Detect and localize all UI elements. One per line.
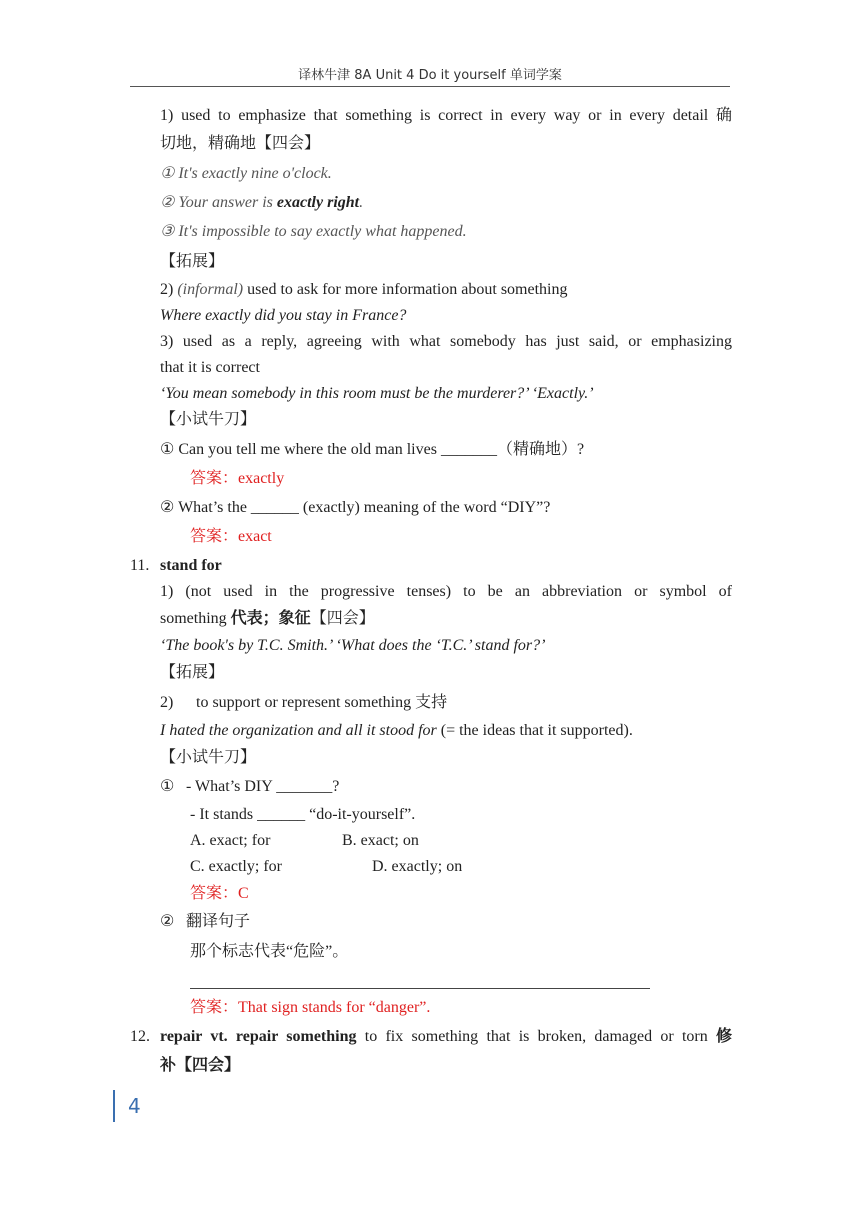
exactly-practice-a1: 答案：exactly xyxy=(190,470,285,487)
repair-def-line2 xyxy=(160,1056,240,1076)
stand-for-def2-example xyxy=(160,721,633,741)
stand-for-def2-text: to support or represent something 支持 xyxy=(196,694,448,711)
stand-for-def1-line2 xyxy=(160,609,375,629)
stand-for-q1-line2: - It stands ______ “do-it-yourself”. xyxy=(190,806,416,823)
level-tag: 【四会】 xyxy=(310,610,375,627)
stand-for-q2-number: ② xyxy=(160,913,175,930)
example-text: It's impossible to say exactly what happened. xyxy=(178,223,467,240)
exactly-def1-line2: 切地，精确地【四会】 xyxy=(160,135,321,152)
entry-number-12: 12. xyxy=(130,1028,150,1045)
exactly-practice-q2 xyxy=(160,498,550,518)
exactly-def3-line2: that it is correct xyxy=(160,359,260,376)
option-c: C. exactly; for xyxy=(190,858,282,875)
question-text: Can you tell me where the old man lives _______（精确地）? xyxy=(178,441,585,458)
page-number-bar xyxy=(113,1090,115,1122)
exactly-example-1 xyxy=(160,164,332,184)
example-bold-phrase: exactly right xyxy=(276,194,360,211)
example-number: ① xyxy=(160,165,175,182)
answer-blank-line xyxy=(190,988,650,989)
def-chinese: 代表；象征 xyxy=(230,610,311,627)
question-number: ② xyxy=(160,499,175,516)
exactly-def3-line1: 3) used as a reply, agreeing with what somebody has just said, or emphasizing xyxy=(160,333,732,350)
question-number: ① xyxy=(160,441,175,458)
page-number: 4 xyxy=(128,1094,141,1118)
option-b: B. exact; on xyxy=(342,832,419,849)
example-number: ② xyxy=(160,194,175,211)
example-text-end: . xyxy=(359,194,364,211)
stand-for-extension-label: 【拓展】 xyxy=(160,664,225,681)
exactly-practice-q1 xyxy=(160,440,584,460)
repair-def-line1 xyxy=(160,1027,732,1047)
def-text: to fix something that is broken, damaged or torn xyxy=(356,1028,716,1045)
exactly-extension-label: 【拓展】 xyxy=(160,253,225,270)
repair-headword: repair vt. repair something xyxy=(160,1028,357,1045)
exactly-practice-label: 【小试牛刀】 xyxy=(160,411,257,428)
stand-for-q2-answer: 答案：That sign stands for “danger”. xyxy=(190,999,431,1016)
page-header-title: 译林牛津 8A Unit 4 Do it yourself 单词学案 xyxy=(298,68,562,83)
exactly-def3-example: ‘You mean somebody in this room must be the murderer?’ ‘Exactly.’ xyxy=(160,385,594,402)
example-text: Your answer is xyxy=(178,194,277,211)
stand-for-q1-answer: 答案：C xyxy=(190,885,249,902)
stand-for-def1-example: ‘The book's by T.C. Smith.’ ‘What does the ‘T.C.’ stand for?’ xyxy=(160,637,546,654)
example-text: It's exactly nine o'clock. xyxy=(178,165,332,182)
question-text: What’s the ______ (exactly) meaning of the word “DIY”? xyxy=(178,499,551,516)
register-tag: (informal) xyxy=(177,281,244,298)
exactly-practice-a2: 答案：exact xyxy=(190,528,272,545)
exactly-example-3 xyxy=(160,222,467,242)
stand-for-q2-sentence: 那个标志代表“危险”。 xyxy=(190,943,349,960)
stand-for-q1-number: ① xyxy=(160,778,175,795)
def-chinese: 补 xyxy=(160,1057,177,1074)
exactly-def1-line1: 1) used to emphasize that something is correct in every way or in every detail 确 xyxy=(160,107,732,124)
stand-for-def1-line1: 1) (not used in the progressive tenses) to be an abbreviation or symbol of xyxy=(160,583,732,600)
example-text: I hated the organization and all it stood for xyxy=(160,722,437,739)
option-d: D. exactly; on xyxy=(372,858,463,875)
def-text: used to ask for more information about something xyxy=(243,281,568,298)
def-number: 2) xyxy=(160,281,178,298)
header-divider xyxy=(130,86,730,87)
stand-for-q1-line1: - What’s DIY _______? xyxy=(186,778,340,795)
exactly-example-2 xyxy=(160,193,363,213)
example-note: (= the ideas that it supported). xyxy=(436,722,633,739)
entry-number-11: 11. xyxy=(130,557,150,574)
stand-for-q2-title: 翻译句子 xyxy=(186,913,251,930)
def-chinese: 修 xyxy=(715,1028,732,1045)
stand-for-practice-label: 【小试牛刀】 xyxy=(160,749,257,766)
example-number: ③ xyxy=(160,223,175,240)
exactly-def2-example: Where exactly did you stay in France? xyxy=(160,307,407,324)
exactly-def2 xyxy=(160,280,568,300)
def-text: something xyxy=(160,610,231,627)
level-tag: 【四会】 xyxy=(176,1057,241,1074)
stand-for-headword: stand for xyxy=(160,557,222,574)
option-a: A. exact; for xyxy=(190,832,271,849)
stand-for-def2-number: 2) xyxy=(160,694,174,711)
